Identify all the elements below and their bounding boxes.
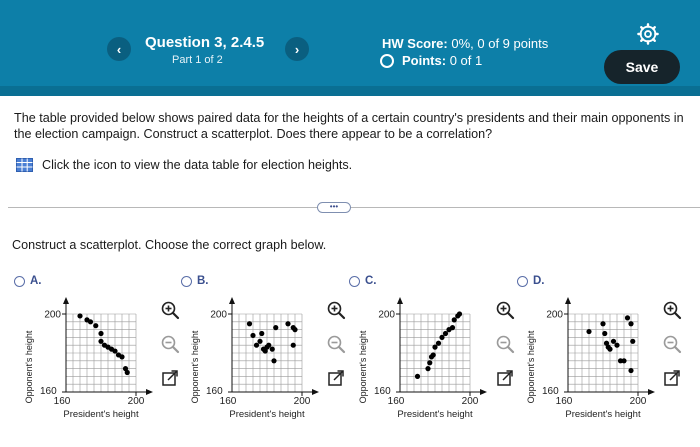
data-point xyxy=(621,358,626,363)
data-point xyxy=(98,331,103,336)
option-radio[interactable] xyxy=(349,276,360,287)
data-point xyxy=(119,354,124,359)
data-point xyxy=(259,331,264,336)
y-axis-label: Opponent's height xyxy=(358,330,368,404)
data-point xyxy=(450,325,455,330)
data-point xyxy=(443,331,448,336)
expand-more-button[interactable]: ••• xyxy=(317,202,351,213)
data-point xyxy=(247,321,252,326)
x-tick-label-min: 160 xyxy=(219,396,237,407)
data-point xyxy=(427,360,432,365)
zoom-out-icon[interactable] xyxy=(326,334,346,354)
points-text xyxy=(402,53,482,68)
y-axis-arrow xyxy=(63,297,69,304)
question-part: Part 1 of 2 xyxy=(172,54,223,66)
option-c[interactable] xyxy=(349,275,377,287)
x-axis-label: President's height xyxy=(397,409,473,420)
open-in-window-icon[interactable] xyxy=(326,368,346,388)
option-label: A. xyxy=(30,275,42,287)
data-point xyxy=(586,329,591,334)
points-label: Points: xyxy=(402,53,447,68)
scatterplot xyxy=(176,292,328,424)
hw-score-label: HW Score: xyxy=(382,36,448,51)
data-point xyxy=(257,339,262,344)
y-tick-label-max: 200 xyxy=(546,309,563,321)
option-radio[interactable] xyxy=(181,276,192,287)
x-axis-arrow xyxy=(480,389,487,395)
points-value: 0 of 1 xyxy=(449,53,483,68)
option-a[interactable] xyxy=(14,275,42,287)
data-point xyxy=(292,327,297,332)
data-point xyxy=(628,368,633,373)
y-tick-label-min: 160 xyxy=(40,386,57,397)
data-point xyxy=(431,352,436,357)
y-tick-label-min: 160 xyxy=(206,386,223,397)
data-point xyxy=(452,317,457,322)
y-tick-label-min: 160 xyxy=(542,386,559,397)
y-axis-arrow xyxy=(229,297,235,304)
data-table-link[interactable] xyxy=(16,158,352,172)
data-point xyxy=(112,348,117,353)
data-point xyxy=(125,370,130,375)
option-label: C. xyxy=(365,275,377,287)
data-point xyxy=(630,339,635,344)
option-radio[interactable] xyxy=(14,276,25,287)
data-point xyxy=(285,321,290,326)
y-axis-label: Opponent's height xyxy=(190,330,200,404)
data-point xyxy=(270,347,275,352)
scatterplot xyxy=(10,292,162,424)
gear-icon[interactable] xyxy=(637,23,659,45)
option-b[interactable] xyxy=(181,275,209,287)
option-d[interactable] xyxy=(517,275,545,287)
scatterplot xyxy=(344,292,496,424)
y-tick-label-max: 200 xyxy=(44,309,61,321)
data-point xyxy=(607,347,612,352)
data-point xyxy=(77,313,82,318)
zoom-out-icon[interactable] xyxy=(662,334,682,354)
data-point xyxy=(625,315,630,320)
data-point xyxy=(88,319,93,324)
points-status xyxy=(380,53,482,68)
previous-question-button[interactable]: ‹ xyxy=(107,37,131,61)
data-point xyxy=(291,343,296,348)
data-point xyxy=(93,323,98,328)
x-axis-arrow xyxy=(312,389,319,395)
save-button[interactable]: Save xyxy=(604,50,680,84)
data-point xyxy=(266,343,271,348)
option-label: D. xyxy=(533,275,545,287)
data-point xyxy=(611,339,616,344)
progress-ring-icon xyxy=(380,54,394,68)
x-axis-arrow xyxy=(648,389,655,395)
hw-score xyxy=(382,36,548,51)
data-point xyxy=(439,335,444,340)
hw-score-value: 0%, 0 of 9 points xyxy=(451,36,549,51)
x-tick-label-min: 160 xyxy=(555,396,573,407)
y-axis-arrow xyxy=(565,297,571,304)
scatterplot xyxy=(512,292,664,424)
y-tick-label-max: 200 xyxy=(378,309,395,321)
data-point xyxy=(457,311,462,316)
x-axis-label: President's height xyxy=(63,409,139,420)
x-axis-label: President's height xyxy=(565,409,641,420)
x-tick-label-max: 200 xyxy=(127,396,145,407)
data-point xyxy=(432,345,437,350)
y-tick-label-min: 160 xyxy=(374,386,391,397)
x-tick-label-min: 160 xyxy=(53,396,71,407)
data-point xyxy=(415,374,420,379)
data-table-icon[interactable] xyxy=(16,158,33,172)
question-title: Question 3, 2.4.5 xyxy=(145,34,265,51)
data-point xyxy=(98,339,103,344)
option-radio[interactable] xyxy=(517,276,528,287)
data-point xyxy=(425,366,430,371)
zoom-in-icon[interactable] xyxy=(326,300,346,320)
y-axis-label: Opponent's height xyxy=(24,330,34,404)
x-axis-label: President's height xyxy=(229,409,305,420)
option-label: B. xyxy=(197,275,209,287)
data-point xyxy=(273,325,278,330)
next-question-button[interactable]: › xyxy=(285,37,309,61)
data-point xyxy=(614,343,619,348)
instruction-text: Construct a scatterplot. Choose the correct graph below. xyxy=(12,238,327,252)
data-point xyxy=(271,358,276,363)
y-axis-label: Opponent's height xyxy=(526,330,536,404)
question-text: The table provided below shows paired data for the heights of a certain country's presidents and their main opponents in the election campaign. Construct a scatterplot. Does there appear to be a correlation? xyxy=(14,111,684,141)
question-header xyxy=(0,0,700,96)
zoom-in-icon[interactable] xyxy=(662,300,682,320)
x-tick-label-max: 200 xyxy=(293,396,311,407)
x-tick-label-max: 200 xyxy=(629,396,647,407)
x-tick-label-min: 160 xyxy=(387,396,405,407)
x-tick-label-max: 200 xyxy=(461,396,479,407)
x-axis-arrow xyxy=(146,389,153,395)
data-table-link-text: Click the icon to view the data table for election heights. xyxy=(42,158,353,172)
data-point xyxy=(602,331,607,336)
data-point xyxy=(600,321,605,326)
data-point xyxy=(436,341,441,346)
header-band xyxy=(0,86,700,96)
data-point xyxy=(628,321,633,326)
y-tick-label-max: 200 xyxy=(210,309,227,321)
y-axis-arrow xyxy=(397,297,403,304)
data-point xyxy=(250,333,255,338)
section-divider xyxy=(8,207,700,208)
data-point xyxy=(254,343,259,348)
open-in-window-icon[interactable] xyxy=(662,368,682,388)
